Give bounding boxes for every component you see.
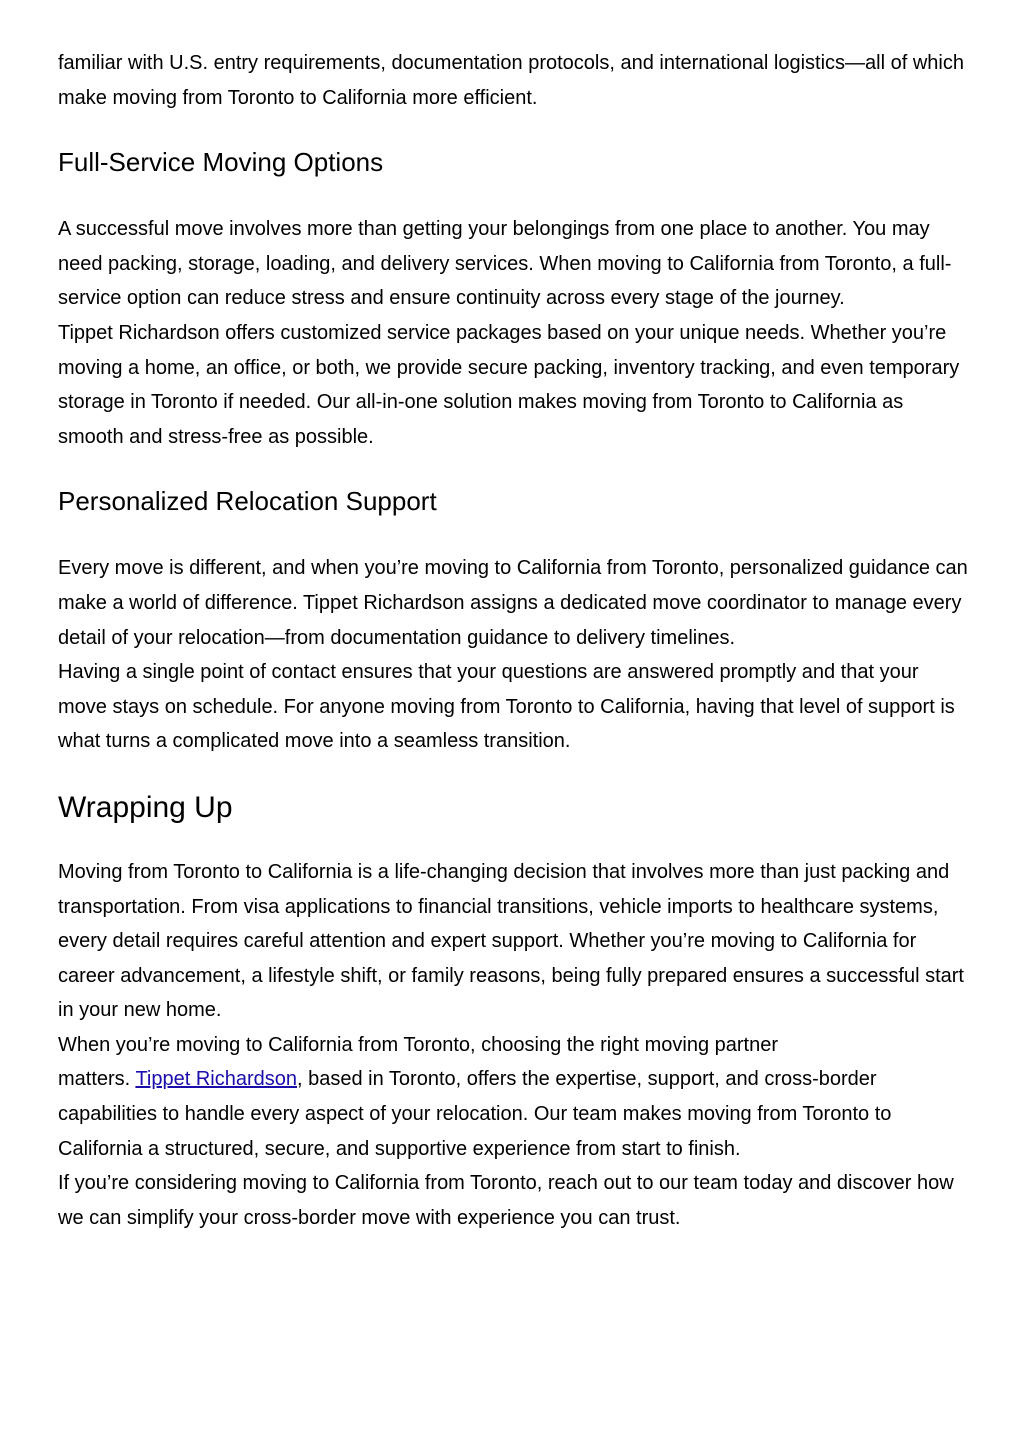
section-heading-wrapping-up: Wrapping Up: [58, 790, 233, 824]
section-body-wrapping-up: [58, 855, 970, 1236]
support-paragraph-1: Every move is different, and when you’re moving to California from Toronto, personalized guidance can make a world of difference. Tippet Richardson assigns a dedicated move coordinator to manage every detail of your relocation—from documentation guidance to delivery timelines.: [58, 557, 968, 649]
support-paragraph-2: Having a single point of contact ensures that your questions are answered promptly and that your move stays on schedule. For anyone moving from Toronto to California, having that level of support is what turns a complicated move into a seamless transition.: [58, 661, 955, 753]
wrapping-up-paragraph-1: Moving from Toronto to California is a life-changing decision that involves more than just packing and transportation. From visa applications to financial transitions, vehicle imports to healthcare systems, every detail requires careful attention and expert support. Whether you’re moving to California for career advancement, a lifestyle shift, or family reasons, being fully prepared ensures a successful start in your new home.: [58, 860, 964, 1022]
closing-paragraph: If you’re considering moving to California from Toronto, reach out to our team today and discover how we can simplify your cross-border move with experience you can trust.: [58, 1172, 954, 1229]
section-heading-full-service: Full-Service Moving Options: [58, 147, 384, 178]
partner-line: When you’re moving to California from Toronto, choosing the right moving partner: [58, 1033, 778, 1056]
wrapping-up-paragraph-2: [58, 1028, 970, 1166]
tippet-richardson-link[interactable]: Tippet Richardson: [135, 1068, 297, 1091]
full-service-paragraph-2: Tippet Richardson offers customized service packages based on your unique needs. Whether you’re moving a home, an office, or both, we provide secure packing, inventory tracking, and even temporary storage in Toronto if needed. Our all-in-one solution makes moving from Toronto to California as smooth and stress-free as possible.: [58, 321, 960, 448]
full-service-paragraph-1: A successful move involves more than getting your belongings from one place to another. You may need packing, storage, loading, and delivery services. When moving to California from Toronto, a full-service option can reduce stress and ensure continuity across every stage of the journey.: [58, 218, 952, 310]
document-page: [58, 46, 970, 1235]
partner-text-before: matters.: [58, 1068, 136, 1091]
section-body-personalized-support: [58, 551, 970, 759]
partner-text-after: , based in Toronto, offers the expertise, support, and cross-border capabilities to handle every aspect of your relocation. Our team makes moving from Toronto to California a structured, secure, and supportive experience from start to finish.: [58, 1068, 892, 1160]
section-body-full-service: [58, 212, 970, 454]
section-heading-personalized-support: Personalized Relocation Support: [58, 486, 437, 517]
intro-paragraph: familiar with U.S. entry requirements, documentation protocols, and international logistics—all of which make moving from Toronto to California more efficient.: [58, 52, 964, 109]
